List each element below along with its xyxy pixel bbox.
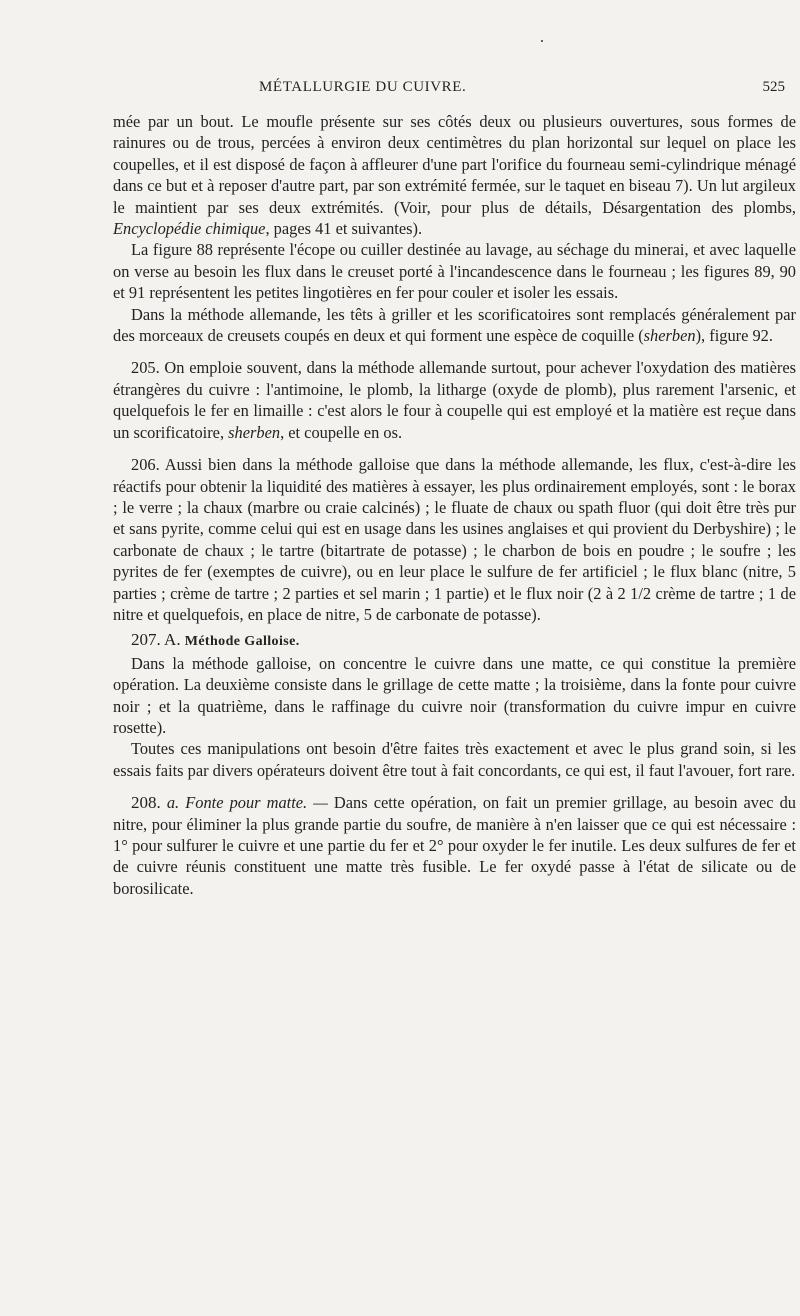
subsection-title: a. Fonte pour matte. — [166,793,328,813]
paragraph-text: Toutes ces manipulations ont besoin d'être faites très exactement et avec le plus grand soin, si les essais faits par divers opérateurs doivent être tout à fait concordants, ce qui est, il faut l'avouer, fort rare. [113,739,796,780]
section-number: 208. [131,793,161,813]
paragraph-text: Dans la méthode galloise, on concentre le cuivre dans une matte, ce qui constitue la première opération. La deuxième consiste dans le grillage de cette matte ; la troisième, dans la fonte pour cuivre noir ; et la quatrième, dans le raffinage du cuivre noir (transformation du cuivre impur en cuivre rosette). [113,653,796,737]
italic-reference: Encyclopédie chimique [113,219,266,239]
section-heading: Méthode Galloise. [184,634,300,650]
paragraph-text: Dans la méthode allemande, les têts à griller et les scorificatoires sont remplacés généralement par des morceaux de creusets coupés en deux et qui forment une espèce de coquille ( [113,304,796,346]
ink-speck [541,40,543,42]
paragraph-text: 205. On emploie souvent, dans la méthode allemande surtout, pour achever l'oxydation des matières étrangères du cuivre : l'antimoine, le plomb, la litharge (oxyde de plomb), plus rarement l'arsenic, et quelquefois le fer en limaille : c'est alors le four à coupelle qui est employé et la matière est reçue dans un scorificatoire, [113,358,796,442]
section-207-heading [113,629,796,652]
paragraph-206 [113,454,796,625]
paragraph-continuation [113,111,796,239]
paragraph-text: Dans cette opération, on fait un premier grillage, au besoin avec du nitre, pour éliminer la plus grande partie du soufre, de manière à n'en laisser que ce qui est nécessaire : 1° pour sulfurer le cuivre et une partie du fer et 2° pour oxyder le fer inutile. Les deux sulfures de fer et de cuivre réunis constituent une matte très fusible. Le fer oxydé passe à l'état de silicate ou de borosilicate. [113,793,796,898]
paragraph-methode-galloise [113,653,796,739]
body-text [113,111,796,899]
italic-term: sherben [228,422,281,442]
paragraph-208 [113,792,796,899]
paragraph-text: La figure 88 représente l'écope ou cuiller destinée au lavage, au séchage du minerai, et avec laquelle on verse au besoin les flux dans le creuset porté à l'incandescence dans le fourneau ; les figures 89, 90 et 91 représentent les petites lingotières en fer pour couler et isoler les essais. [113,240,796,303]
paragraph-205 [113,357,796,443]
paragraph-text: mée par un bout. Le moufle présente sur ses côtés deux ou plusieurs ouvertures, sous formes de rainures ou de trous, percées à environ deux centimètres du plan horizontal sur lequel on place les coupelles, et il est disposé de façon à affleurer d'une part l'orifice du fourneau semi-cylindrique ménagé dans ce but et à reposer d'autre part, par son extrémité fermée, sur le taquet en biseau 7). Un lut argileux le maintient par ses deux extrémités. (Voir, pour plus de détails, Désargentation des plombs, [113,112,796,217]
paragraph-manipulations [113,738,796,781]
running-title: MÉTALLURGIE DU CUIVRE. [259,79,467,95]
paragraph-methode-allemande [113,304,796,347]
italic-term: sherben [643,326,696,346]
paragraph-text: ), figure 92. [695,326,773,346]
paragraph-text: , pages 41 et suivantes). [265,219,423,239]
paragraph-figure-88 [113,239,796,303]
running-header [113,79,799,101]
paragraph-text: 206. Aussi bien dans la méthode galloise que dans la méthode allemande, les flux, c'est-à-dire les réactifs pour obtenir la liquidité des matières à essayer, les plus ordinairement employés, sont : le borax ; le verre ; la chaux (marbre ou craie calcinés) ; le fluate de chaux ou spath fluor (qui doit être très pur et sans pyrite, comme celui qui est en usage dans les usines anglaises et qui provient du Derbyshire) ; le carbonate de chaux ; le tartre (bitartrate de potasse) ; le charbon de bois en poudre ; le soufre ; les pyrites de fer (exemptes de cuivre), ou en leur place le sulfure de fer artificiel ; le flux blanc (nitre, 5 parties ; crème de tartre ; 2 parties et sel marin ; 1 partie) et le flux noir (2 à 2 1/2 crème de tartre ; 1 de nitre et quelquefois, en place de nitre, 5 de carbonate de potasse). [113,455,796,624]
page-number: 525 [762,79,785,95]
paragraph-text: , et coupelle en os. [280,422,403,442]
section-number: 207. A. [131,630,181,650]
